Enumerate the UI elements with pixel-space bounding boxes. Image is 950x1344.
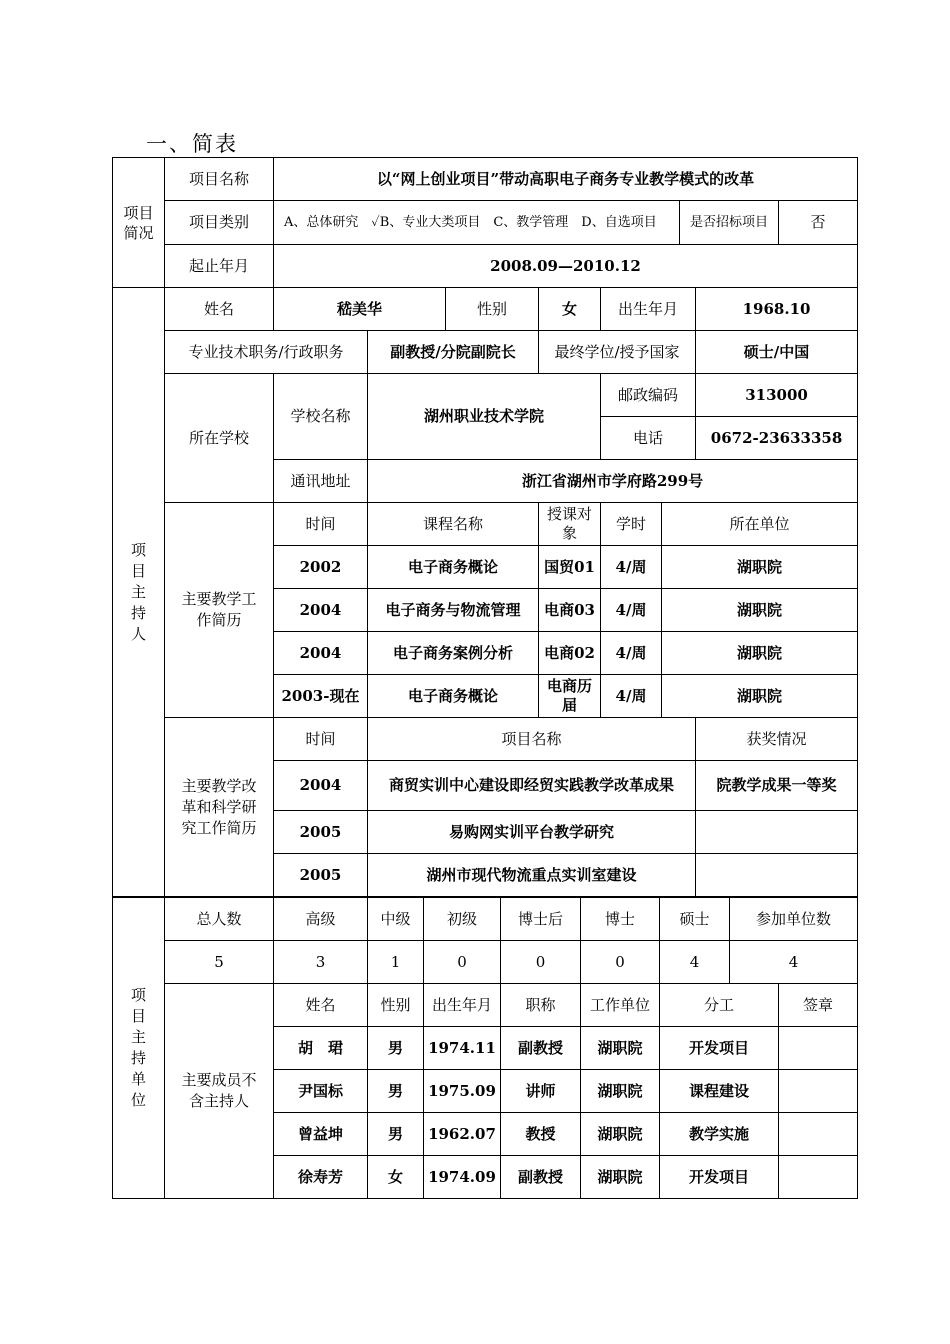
host-section-label: 项 目 主 持 人 xyxy=(113,288,165,897)
member-seal xyxy=(779,1113,858,1156)
period-label: 起止年月 xyxy=(165,245,274,288)
phone-value: 0672-23633358 xyxy=(696,417,858,460)
unit-section-label: 项 目 主 持 单 位 xyxy=(113,898,165,1199)
member-name: 尹国标 xyxy=(274,1070,368,1113)
member-unit: 湖职院 xyxy=(581,1070,660,1113)
teaching-time: 2002 xyxy=(274,546,368,589)
stat-header-senior: 高级 xyxy=(274,898,368,941)
research-project: 商贸实训中心建设即经贸实践教学改革成果 xyxy=(368,761,696,811)
phone-label: 电话 xyxy=(601,417,696,460)
stat-header-units: 参加单位数 xyxy=(730,898,858,941)
member-role: 课程建设 xyxy=(660,1070,779,1113)
teaching-target: 电商历届 xyxy=(539,675,601,718)
member-header-title: 职称 xyxy=(501,984,581,1027)
member-seal xyxy=(779,1070,858,1113)
teaching-target: 国贸01 xyxy=(539,546,601,589)
teaching-header-time: 时间 xyxy=(274,503,368,546)
host-degree-value: 硕士/中国 xyxy=(696,331,858,374)
member-seal xyxy=(779,1156,858,1199)
host-degree-label: 最终学位/授予国家 xyxy=(539,331,696,374)
school-name-value: 湖州职业技术学院 xyxy=(368,374,601,460)
period-value: 2008.09—2010.12 xyxy=(274,245,858,288)
research-time: 2005 xyxy=(274,854,368,897)
stat-value-total: 5 xyxy=(165,941,274,984)
teaching-header-hours: 学时 xyxy=(601,503,662,546)
host-birth-value: 1968.10 xyxy=(696,288,858,331)
member-birth: 1975.09 xyxy=(424,1070,501,1113)
research-time: 2004 xyxy=(274,761,368,811)
member-gender: 女 xyxy=(368,1156,424,1199)
stat-header-phd: 博士 xyxy=(581,898,660,941)
teaching-course: 电子商务案例分析 xyxy=(368,632,539,675)
teaching-header-course: 课程名称 xyxy=(368,503,539,546)
teaching-hours: 4/周 xyxy=(601,632,662,675)
stat-header-middle: 中级 xyxy=(368,898,424,941)
project-name-label: 项目名称 xyxy=(165,158,274,201)
member-birth: 1974.11 xyxy=(424,1027,501,1070)
school-label: 所在学校 xyxy=(165,374,274,503)
teaching-course: 电子商务与物流管理 xyxy=(368,589,539,632)
member-role: 教学实施 xyxy=(660,1113,779,1156)
member-header-birth: 出生年月 xyxy=(424,984,501,1027)
member-unit: 湖职院 xyxy=(581,1113,660,1156)
host-gender-label: 性别 xyxy=(446,288,539,331)
page-heading: 一、简表 xyxy=(146,132,238,156)
project-category-label: 项目类别 xyxy=(165,201,274,245)
teaching-target: 电商03 xyxy=(539,589,601,632)
teaching-course: 电子商务概论 xyxy=(368,546,539,589)
stat-value-middle: 1 xyxy=(368,941,424,984)
project-overview-table xyxy=(112,157,858,288)
research-project: 易购网实训平台教学研究 xyxy=(368,811,696,854)
address-value: 浙江省湖州市学府路299号 xyxy=(368,460,858,503)
stat-value-senior: 3 xyxy=(274,941,368,984)
stat-value-junior: 0 xyxy=(424,941,501,984)
member-unit: 湖职院 xyxy=(581,1156,660,1199)
teaching-unit: 湖职院 xyxy=(662,632,858,675)
research-history-label: 主要教学改革和科学研究工作简历 xyxy=(165,718,274,897)
member-role: 开发项目 xyxy=(660,1027,779,1070)
research-project: 湖州市现代物流重点实训室建设 xyxy=(368,854,696,897)
member-gender: 男 xyxy=(368,1113,424,1156)
teaching-unit: 湖职院 xyxy=(662,589,858,632)
research-award xyxy=(696,854,858,897)
teaching-time: 2004 xyxy=(274,632,368,675)
host-name-value: 嵇美华 xyxy=(274,288,446,331)
stat-value-units: 4 xyxy=(730,941,858,984)
member-header-seal: 签章 xyxy=(779,984,858,1027)
stat-value-master: 4 xyxy=(660,941,730,984)
teaching-target: 电商02 xyxy=(539,632,601,675)
member-title: 副教授 xyxy=(501,1027,581,1070)
teaching-history-label: 主要教学工作简历 xyxy=(165,503,274,718)
teaching-time: 2004 xyxy=(274,589,368,632)
stat-header-postdoc: 博士后 xyxy=(501,898,581,941)
postcode-value: 313000 xyxy=(696,374,858,417)
host-birth-label: 出生年月 xyxy=(601,288,696,331)
project-name-value: 以“网上创业项目”带动高职电子商务专业教学模式的改革 xyxy=(274,158,858,201)
member-birth: 1962.07 xyxy=(424,1113,501,1156)
member-birth: 1974.09 xyxy=(424,1156,501,1199)
research-time: 2005 xyxy=(274,811,368,854)
member-gender: 男 xyxy=(368,1027,424,1070)
teaching-unit: 湖职院 xyxy=(662,675,858,718)
stat-header-total: 总人数 xyxy=(165,898,274,941)
stat-value-postdoc: 0 xyxy=(501,941,581,984)
host-unit-table xyxy=(112,897,858,1199)
teaching-hours: 4/周 xyxy=(601,675,662,718)
project-section-label: 项目简况 xyxy=(113,158,165,288)
member-name: 徐寿芳 xyxy=(274,1156,368,1199)
member-header-unit: 工作单位 xyxy=(581,984,660,1027)
member-unit: 湖职院 xyxy=(581,1027,660,1070)
teaching-hours: 4/周 xyxy=(601,589,662,632)
teaching-hours: 4/周 xyxy=(601,546,662,589)
members-label: 主要成员不含主持人 xyxy=(165,984,274,1199)
teaching-course: 电子商务概论 xyxy=(368,675,539,718)
research-header-time: 时间 xyxy=(274,718,368,761)
address-label: 通讯地址 xyxy=(274,460,368,503)
member-seal xyxy=(779,1027,858,1070)
teaching-header-unit: 所在单位 xyxy=(662,503,858,546)
tender-label: 是否招标项目 xyxy=(680,201,779,245)
host-name-label: 姓名 xyxy=(165,288,274,331)
research-award xyxy=(696,811,858,854)
member-header-role: 分工 xyxy=(660,984,779,1027)
member-name: 胡 珺 xyxy=(274,1027,368,1070)
member-name: 曾益坤 xyxy=(274,1113,368,1156)
research-header-award: 获奖情况 xyxy=(696,718,858,761)
member-title: 教授 xyxy=(501,1113,581,1156)
project-host-table xyxy=(112,287,858,897)
teaching-time: 2003-现在 xyxy=(274,675,368,718)
host-title-label: 专业技术职务/行政职务 xyxy=(165,331,368,374)
research-award: 院教学成果一等奖 xyxy=(696,761,858,811)
research-header-project: 项目名称 xyxy=(368,718,696,761)
teaching-header-target: 授课对象 xyxy=(539,503,601,546)
member-role: 开发项目 xyxy=(660,1156,779,1199)
host-title-value: 副教授/分院副院长 xyxy=(368,331,539,374)
member-header-gender: 性别 xyxy=(368,984,424,1027)
project-category-options: A、总体研究 ✓B、专业大类项目 C、教学管理 D、自选项目 xyxy=(274,201,680,245)
stat-value-phd: 0 xyxy=(581,941,660,984)
stat-header-junior: 初级 xyxy=(424,898,501,941)
school-name-label: 学校名称 xyxy=(274,374,368,460)
tender-value: 否 xyxy=(779,201,858,245)
member-header-name: 姓名 xyxy=(274,984,368,1027)
host-gender-value: 女 xyxy=(539,288,601,331)
member-title: 讲师 xyxy=(501,1070,581,1113)
teaching-unit: 湖职院 xyxy=(662,546,858,589)
postcode-label: 邮政编码 xyxy=(601,374,696,417)
member-gender: 男 xyxy=(368,1070,424,1113)
member-title: 副教授 xyxy=(501,1156,581,1199)
stat-header-master: 硕士 xyxy=(660,898,730,941)
